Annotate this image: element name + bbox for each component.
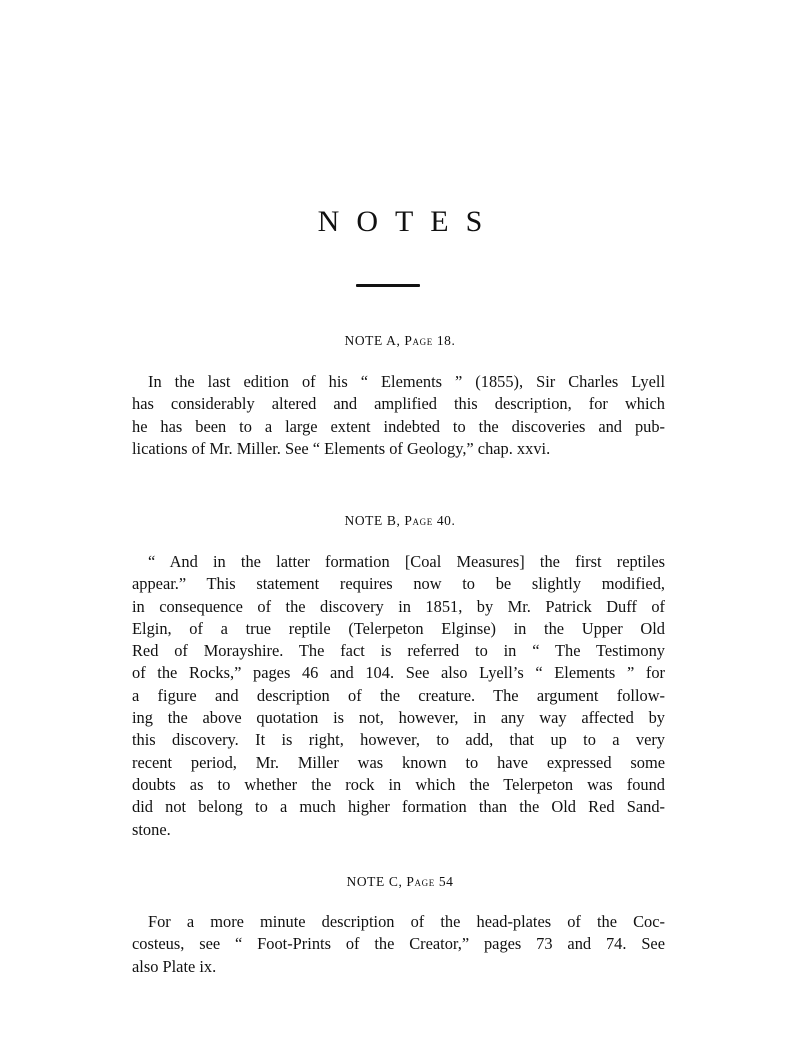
note-a-line-1: In the last edition of his “ Elements ” (1855), Sir Charles Lyell bbox=[148, 372, 665, 391]
note-b-page-number: 40. bbox=[436, 513, 456, 528]
note-b-line-6: of the Rocks,” pages 46 and 104. See also Lyell’s “ Elements ” for bbox=[132, 663, 665, 683]
note-b-body bbox=[132, 551, 665, 841]
note-b-line-11: doubts as to whether the rock in which the Telerpeton was found bbox=[132, 774, 665, 794]
note-c-label: NOTE C, bbox=[346, 874, 403, 889]
note-a-line-4: lications of Mr. Miller. See “ Elements of Geology,” chap. xxvi. bbox=[132, 438, 551, 458]
note-a-heading bbox=[0, 333, 800, 349]
note-c-line-2: costeus, see “ Foot-Prints of the Creator,” pages 73 and 74. See bbox=[132, 934, 665, 954]
note-b-line-3: in consequence of the discovery in 1851, by Mr. Patrick Duff of bbox=[132, 596, 665, 616]
note-a-line-3: he has been to a large extent indebted to the discoveries and pub- bbox=[132, 416, 665, 436]
note-a-page-word: Page bbox=[404, 333, 433, 348]
note-a-line-2: has considerably altered and amplified this description, for which bbox=[132, 394, 665, 414]
note-a-label: NOTE A, bbox=[344, 333, 401, 348]
note-b-line-9: this discovery. It is right, however, to add, that up to a very bbox=[132, 730, 665, 750]
note-b-heading bbox=[0, 513, 800, 529]
note-b-line-4: Elgin, of a true reptile (Telerpeton Elginse) in the Upper Old bbox=[132, 618, 665, 638]
note-b-line-5: Red of Morayshire. The fact is referred to in “ The Testimony bbox=[132, 641, 665, 661]
note-b-line-8: ing the above quotation is not, however, in any way affected by bbox=[132, 708, 665, 728]
note-c-heading bbox=[0, 874, 800, 890]
note-b-page-word: Page bbox=[404, 513, 433, 528]
title-rule bbox=[356, 284, 420, 287]
note-b-line-7: a figure and description of the creature. The argument follow- bbox=[132, 685, 665, 705]
note-c-page-number: 54 bbox=[438, 874, 454, 889]
note-a-page-number: 18. bbox=[436, 333, 456, 348]
note-a-body bbox=[132, 371, 665, 460]
note-b-line-2: appear.” This statement requires now to be slightly modified, bbox=[132, 574, 665, 594]
note-b-line-13: stone. bbox=[132, 819, 171, 839]
note-c-line-1: For a more minute description of the head-plates of the Coc- bbox=[148, 912, 665, 931]
note-b-line-10: recent period, Mr. Miller was known to have expressed some bbox=[132, 752, 665, 772]
note-c-page-word: Page bbox=[406, 874, 435, 889]
note-c-body bbox=[132, 911, 665, 978]
note-b-label: NOTE B, bbox=[344, 513, 401, 528]
note-b-line-1: “ And in the latter formation [Coal Measures] the first reptiles bbox=[148, 552, 665, 571]
note-c-line-3: also Plate ix. bbox=[132, 956, 217, 976]
page-title: NOTES bbox=[317, 205, 500, 238]
note-b-line-12: did not belong to a much higher formation than the Old Red Sand- bbox=[132, 797, 665, 817]
